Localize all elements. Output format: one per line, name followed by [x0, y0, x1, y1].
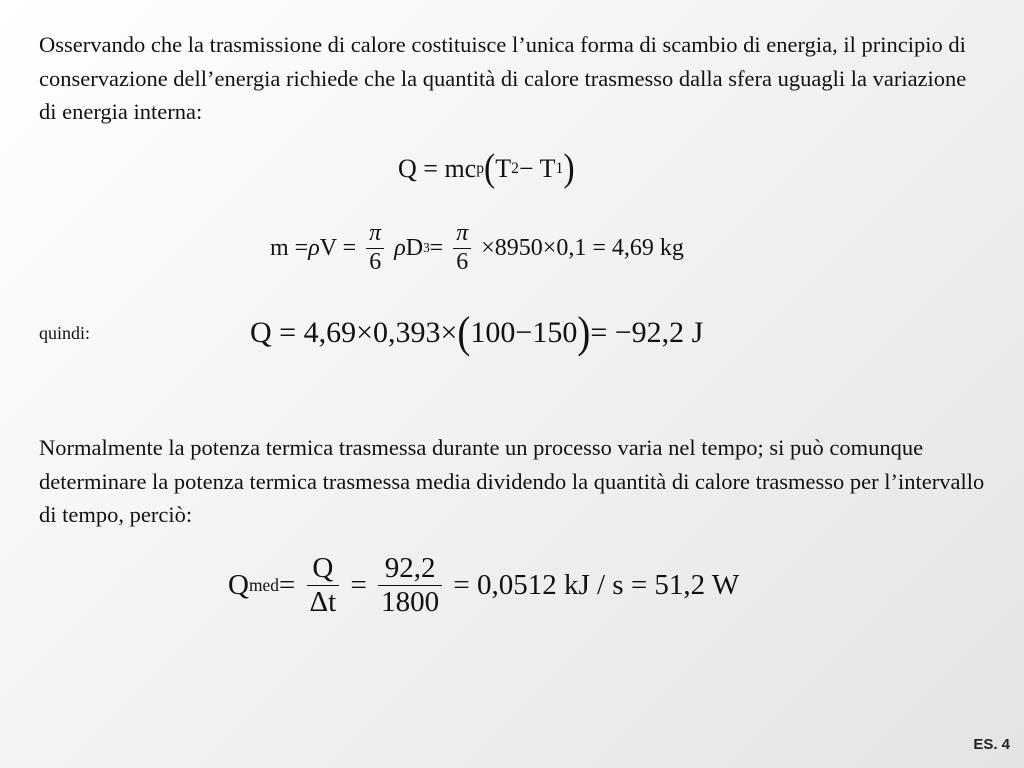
eq3-rhs: = −92,2 J	[590, 315, 704, 349]
eq1-sub-1: 1	[555, 160, 564, 178]
eq2-exp: 3	[423, 240, 430, 256]
eq4-eq1: =	[278, 569, 296, 602]
eq1-lhs: Q = mc	[398, 154, 477, 184]
eq1-minus-t1: − T	[518, 154, 556, 184]
eq2-rho: ρ	[308, 234, 320, 261]
mean-power-equation	[228, 552, 739, 620]
eq1-open-paren: (	[484, 147, 496, 190]
eq2-frac2-den: 6	[453, 248, 471, 277]
eq4-frac2-num: 92,2	[384, 552, 436, 584]
eq4-eq2: =	[350, 569, 367, 602]
power-paragraph: Normalmente la potenza termica trasmessa durante un processo varia nel tempo; si può comunque determinare la potenza termica trasmessa media dividendo la quantità di calore trasmesso per l’intervallo di tempo, perciò:	[39, 435, 985, 527]
quindi-label: quindi:	[39, 323, 91, 343]
eq1-sub-p: p	[476, 160, 484, 178]
eq2-v: V =	[319, 234, 357, 261]
eq3-mid: 100−150	[470, 315, 578, 349]
heat-result-equation	[250, 307, 704, 358]
eq2-d: D	[405, 234, 424, 261]
eq2-frac1-num: π	[369, 220, 382, 246]
heat-equation	[398, 147, 575, 190]
eq1-t2: T	[495, 154, 512, 184]
eq2-lhs: m =	[270, 234, 309, 261]
eq2-fraction-pi-6	[366, 220, 384, 276]
eq2-rho-2: ρ	[394, 234, 406, 261]
eq4-frac1-num: Q	[312, 552, 334, 584]
eq2-frac2-num: π	[456, 220, 469, 246]
eq4-sub-med: med	[248, 575, 279, 596]
eq2-eq: =	[429, 234, 444, 261]
eq3-open-paren: (	[457, 307, 471, 358]
eq4-frac2-den: 1800	[378, 585, 442, 619]
eq4-q: Q	[228, 569, 249, 602]
eq4-rhs: = 0,0512 kJ / s = 51,2 W	[453, 569, 740, 602]
slide-number-label: ES. 4	[973, 736, 1010, 753]
mass-equation	[270, 220, 684, 276]
eq4-frac1-den: Δt	[307, 585, 340, 619]
intro-paragraph: Osservando che la trasmissione di calore costituisce l’unica forma di scambio di energia, il principio di conservazione dell’energia richiede che la quantità di calore trasmesso dalla sfera uguagli la variazione di energia interna:	[39, 32, 967, 124]
eq4-fraction-q-dt	[307, 552, 340, 620]
eq1-sub-2: 2	[511, 160, 519, 178]
eq4-fraction-values	[378, 552, 442, 620]
eq1-close-paren: )	[563, 147, 575, 190]
eq3-close-paren: )	[577, 307, 591, 358]
eq2-fraction-pi-6-b	[453, 220, 471, 276]
eq3-lhs: Q = 4,69×0,393×	[250, 315, 458, 349]
eq2-rhs: ×8950×0,1 = 4,69 kg	[481, 234, 684, 261]
eq2-frac1-den: 6	[366, 248, 384, 277]
